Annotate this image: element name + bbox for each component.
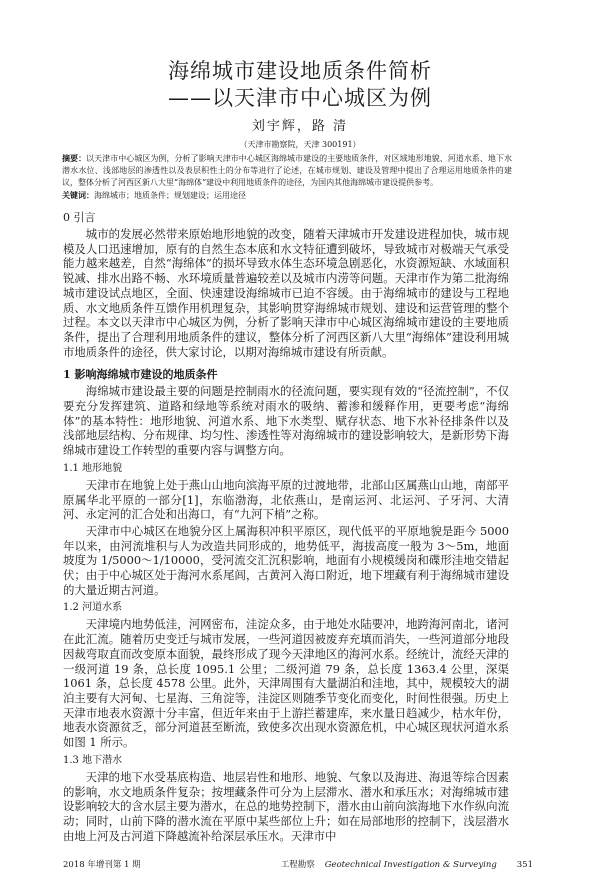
paragraph: 天津境内地势低洼，河网密布，洼淀众多，由于地处水陆要冲，地跨海河南北，诸河在此汇流。随着历史变迁与城市发展，一些河道因被废弃充填而消失，一些河道部分地段因裁弯取直而改变原本面貌，最终形成了现今天津地区的海河水系。经统计，流经天津的一级河道 19 条，总长度 1095.1 公里；二级河道 79 条，总长度 1363.4 公里，深渠 1061 条，总长度 4578 公里。此外，天津周围有大量湖泊和洼地，其中，规模较大的湖泊主要有大河甸、七星海、三角淀等，洼淀区则随季节变化而变化，时间性很强。历史上天津市地表水资源十分丰富，但近年来由于上游拦蓄建库，来水量日趋减少，枯水年份，地表水资源贫乏，部分河道甚至断流，致使多次出现水资源危机，中心城区现状河道水系如图 1 所示。 [63,617,509,750]
paragraph: 天津的地下水受基底构造、地层岩性和地形、地貌、气象以及海进、海退等综合因素的影响，水文地质条件复杂；按埋藏条件可分为上层滞水、潜水和承压水；对海绵城市建设影响较大的含水层主要为潜水，在总的地势控制下，潜水由山前向滨海地下水作纵向流动；同时，山前下降的潜水流在平原中某些部位上升；如在局部地形的控制下，浅层潜水由地上河及古河道下降越流补给深层承压水。天津市中 [63,769,509,843]
abstract-text: 以天津市中心城区为例，分析了影响天津市中心城区海绵城市建设的主要地质条件，对区域地形地貌、河道水系、地下水潜水水位、浅部地层的渗透性以及表层积性土的分布等进行了论述，在城市规划、建设及管理中提出了合理运用地质条件的建议，整体分析了河西区新八大里“海绵体”建设中利用地质条件的途径，为国内其他海绵城市建设提供参考。 [62,154,512,187]
paragraph: 天津市中心城区在地貌分区上属海积冲积平原区，现代低平的平原地貌是距今 5000 年以来，由河流堆积与人为改造共同形成的，地势低平，海拔高度一般为 3～5m，地面坡度为 1/5000～1/10000，受河流交汇沉积影响，地面有小规模缓岗和碟形洼地交错起伏；由于中心城区处于海河水系尾闾，古黄河入海口附近，地下埋藏有利于海绵城市建设的大量近期古河道。 [63,523,509,597]
section-heading: 1 影响海绵城市建设的地质条件 [63,368,218,382]
subsection-heading: 1.3 地下潜水 [63,754,123,766]
footer-issue: 2018 年增刊第 1 期 [63,860,141,871]
footer-journal-en: Geotechnical Investigation & Surveying [324,860,497,871]
paragraph: 天津市在地貌上处于燕山山地向滨海平原的过渡地带，北部山区属燕山山地，南部平原属华北平原的一部分[1]，东临渤海，北依燕山，是南运河、北运河、子牙河、大清河、永定河的汇合处和出海口，有“九河下梢”之称。 [63,477,509,522]
abstract [62,152,512,202]
authors: 刘宇辉，路 清 [251,119,349,134]
page-footer [63,859,533,871]
page-number: 351 [516,860,533,871]
affiliation: （天津市勘察院，天津 300191） [239,140,361,149]
article-body [63,210,509,843]
paragraph: 海绵城市建设最主要的问题是控制雨水的径流问题，要实现有效的“径流控制”，不仅要充分发挥建筑、道路和绿地等系统对雨水的吸纳、蓄渗和缓释作用，更要考虑“海绵体”的基本特性：地形地貌、河道水系、地下水类型、赋存状态、地下水补径排条件以及浅部地层结构、分布规律、均匀性、渗透性等对海绵城市的建设影响较大，是新形势下海绵城市建设工作转型的重要内容与调整方向。 [63,384,509,458]
subsection-heading: 1.1 地形地貌 [63,462,123,474]
abstract-label: 摘要： [62,153,87,163]
paper-title: 海绵城市建设地质条件简析 [168,59,432,83]
subsection-heading: 1.2 河道水系 [63,602,123,614]
section-heading: 0 引言 [63,211,96,224]
keywords-text: 海绵城市；地质条件；规划建设；运用途径 [94,191,246,200]
footer-journal-cn: 工程勘察 [280,860,315,871]
paper-subtitle: ——以天津市中心城区为例 [168,86,432,110]
paragraph: 城市的发展必然带来原始地形地貌的改变，随着天津城市开发建设进程加快，城市规模及人口迅速增加，原有的自然生态本底和水文特征遭到破坏，导致城市对极端天气承受能力越来越差，自然“海绵体”的损坏导致水体生态环境急剧恶化，水资源短缺、水域面积锐减、排水出路不畅、水环境质量普遍较差以及城市内涝等问题。天津市作为第二批海绵城市建设试点地区，全面、快速建设海绵城市已迫不容缓。由于海绵城市的建设与工程地质、水文地质条件互馈作用机理复杂，其影响贯穿海绵城市规划、建设和运营管理的整个过程。本文以天津市中心城区为例，分析了影响天津市中心城区海绵城市建设的主要地质条件，提出了合理利用地质条件的建议，整体分析了河西区新八大里“海绵体”建设利用城市地质条件的途径，供大家讨论，以期对海绵城市建设有所贡献。 [63,227,509,359]
keywords-label: 关键词： [62,190,94,200]
